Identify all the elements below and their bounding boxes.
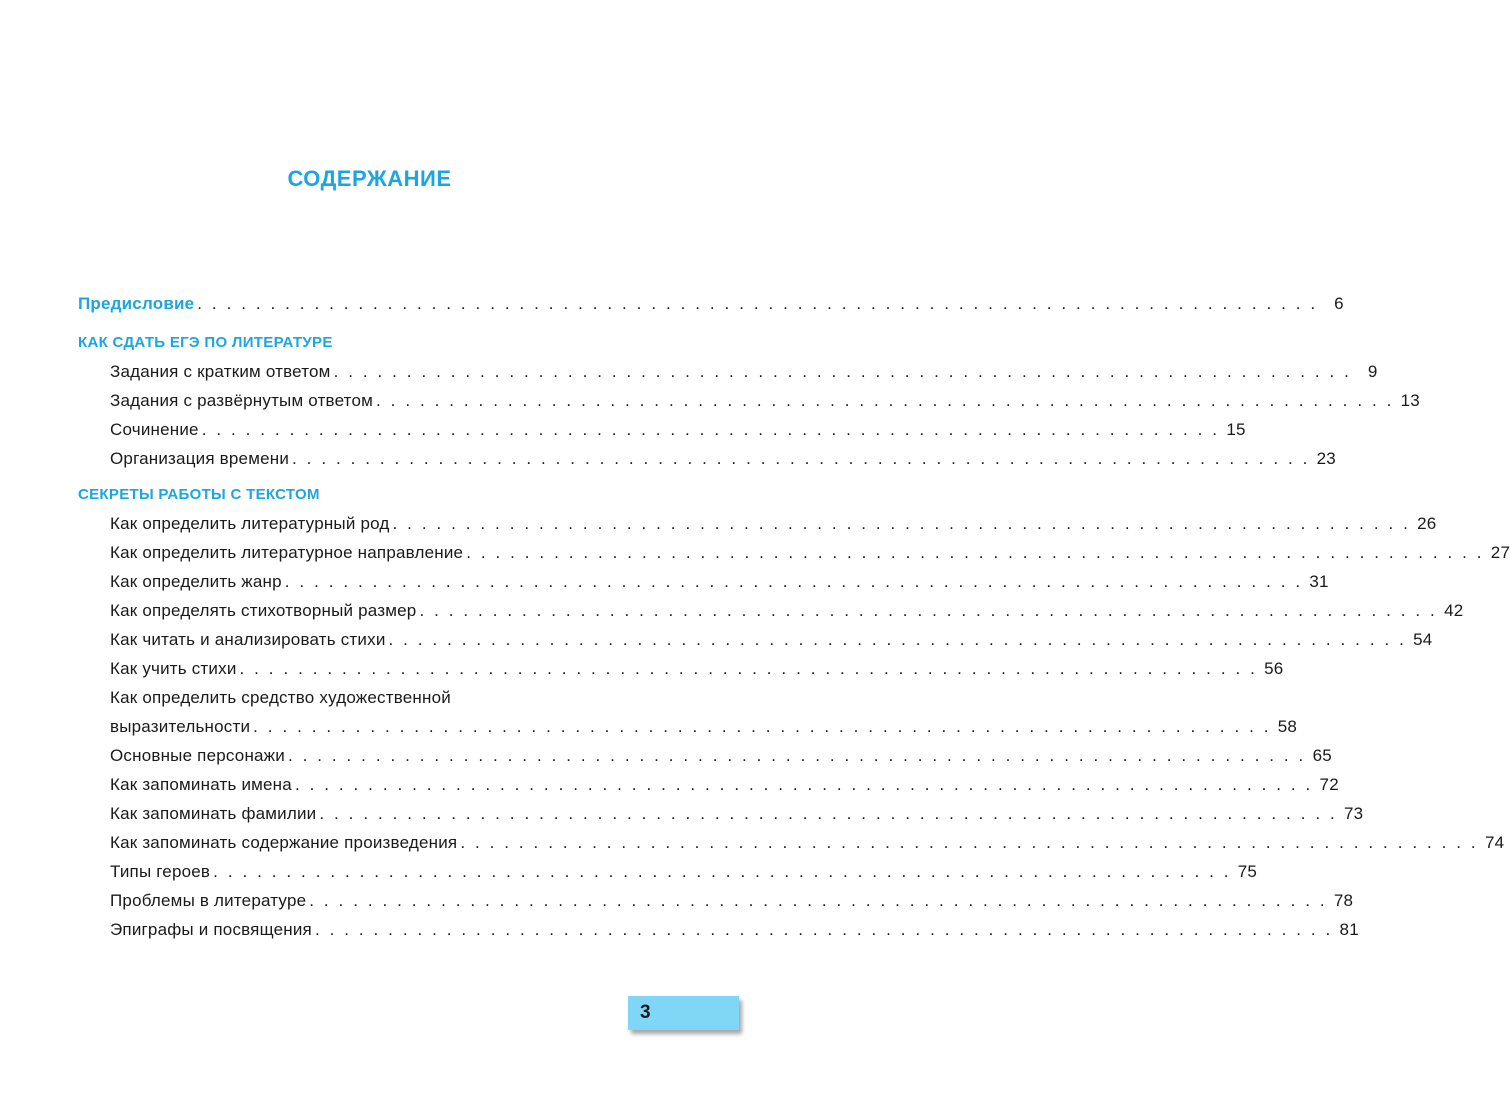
- toc-entry-label: выразительности: [110, 717, 251, 736]
- leader-dots: . . . . . . . . . . . . . . . . . . . . . . . . . . . . . . . . . . . . . . . . . . . . . . . . . . . . . . . . . . . . . . . . . . . . . .: [314, 920, 1333, 939]
- toc-entry-page: 6: [1334, 294, 1344, 313]
- page-title: СОДЕРЖАНИЕ: [287, 166, 452, 191]
- table-of-contents: [78, 289, 1510, 944]
- leader-dots: . . . . . . . . . . . . . . . . . . . . . . . . . . . . . . . . . . . . . . . . . . . . . . . . . . . . . . . . . . . . . . . . . . . . . .: [392, 514, 1411, 533]
- leader-dots: . . . . . . . . . . . . . . . . . . . . . . . . . . . . . . . . . . . . . . . . . . . . . . . . . . . . . . . . . . . . . . . . . . . . . .: [253, 717, 1272, 736]
- leader-dots: . . . . . . . . . . . . . . . . . . . . . . . . . . . . . . . . . . . . . . . . . . . . . . . . . . . . . . . . . . . . . . . . . . . . . .: [309, 891, 1328, 910]
- leader-dots: . . . . . . . . . . . . . . . . . . . . . . . . . . . . . . . . . . . . . . . . . . . . . . . . . . . . . . . . . . . . . . . . . . . . . .: [287, 746, 1306, 765]
- toc-entry[interactable]: [78, 741, 1332, 770]
- page-number: 3: [640, 1002, 651, 1023]
- leader-dots: . . . . . . . . . . . . . . . . . . . . . . . . . . . . . . . . . . . . . . . . . . . . . . . . . . . . . . . . . . . . . . . . . . . . . .: [201, 420, 1220, 439]
- toc-entry-page: 26: [1417, 514, 1437, 533]
- toc-entry-label: Основные персонажи: [110, 746, 285, 765]
- toc-entry-page: 23: [1316, 449, 1336, 468]
- toc-entry[interactable]: [78, 509, 1437, 538]
- toc-entry-label: Задания с развёрнутым ответом: [110, 391, 374, 410]
- toc-entry-page: 78: [1333, 891, 1354, 910]
- toc-entry-page: 74: [1484, 833, 1505, 852]
- leader-dots: . . . . . . . . . . . . . . . . . . . . . . . . . . . . . . . . . . . . . . . . . . . . . . . . . . . . . . . . . . . . . . . . . . . . . .: [213, 862, 1232, 881]
- toc-entry-label: Как определить жанр: [110, 572, 282, 591]
- toc-entry-label: Как определить средство художественной: [110, 688, 451, 707]
- toc-entry-label: Проблемы в литературе: [110, 891, 307, 910]
- leader-dots: . . . . . . . . . . . . . . . . . . . . . . . . . . . . . . . . . . . . . . . . . . . . . . . . . . . . . . . . . . . . . . . . . . . . . .: [466, 543, 1485, 562]
- toc-entry-page: 72: [1319, 775, 1339, 794]
- leader-dots: . . . . . . . . . . . . . . . . . . . . . . . . . . . . . . . . . . . . . . . . . . . . . . . . . . . . . . . . . . . . . . . . . . . . . .: [388, 630, 1407, 649]
- toc-entry-label: Как учить стихи: [110, 659, 237, 678]
- toc-entry-page: 73: [1344, 804, 1364, 823]
- leader-dots: . . . . . . . . . . . . . . . . . . . . . . . . . . . . . . . . . . . . . . . . . . . . . . . . . . . . . . . . . . . . . . . . . . . . . .: [284, 572, 1303, 591]
- toc-entry[interactable]: [78, 770, 1339, 799]
- toc-entry-page: 13: [1400, 391, 1420, 410]
- toc-entry-label: Эпиграфы и посвящения: [110, 920, 312, 939]
- toc-entry-page: 65: [1312, 746, 1332, 765]
- section-heading: КАК СДАТЬ ЕГЭ ПО ЛИТЕРАТУРЕ: [78, 334, 333, 351]
- leader-dots: . . . . . . . . . . . . . . . . . . . . . . . . . . . . . . . . . . . . . . . . . . . . . . . . . . . . . . . . . . . . . . . . . . . . . .: [376, 391, 1394, 410]
- toc-entry-page: 9: [1367, 362, 1378, 381]
- toc-entry-label: Предисловие: [78, 294, 195, 313]
- toc-entry[interactable]: [78, 654, 1284, 683]
- toc-entry-label: Как читать и анализировать стихи: [110, 630, 386, 649]
- toc-entry-label: Организация времени: [110, 449, 290, 468]
- toc-entry[interactable]: [78, 596, 1464, 625]
- leader-dots: . . . . . . . . . . . . . . . . . . . . . . . . . . . . . . . . . . . . . . . . . . . . . . . . . . . . . . . . . . . . . . . . . . . . . . . . . . . . .: [197, 294, 1318, 313]
- leader-dots: . . . . . . . . . . . . . . . . . . . . . . . . . . . . . . . . . . . . . . . . . . . . . . . . . . . . . . . . . . . . . . . . . . . . . .: [419, 601, 1438, 620]
- toc-entry-label: Типы героев: [110, 862, 211, 881]
- leader-dots: . . . . . . . . . . . . . . . . . . . . . . . . . . . . . . . . . . . . . . . . . . . . . . . . . . . . . . . . . . . . . . . . . . . . . .: [460, 833, 1479, 852]
- toc-entry-page: 81: [1339, 920, 1359, 939]
- toc-entry[interactable]: [78, 444, 1336, 473]
- section-heading: СЕКРЕТЫ РАБОТЫ С ТЕКСТОМ: [78, 486, 320, 503]
- leader-dots: . . . . . . . . . . . . . . . . . . . . . . . . . . . . . . . . . . . . . . . . . . . . . . . . . . . . . . . . . . . . . . . . . . . . . .: [333, 362, 1352, 381]
- toc-entry[interactable]: [78, 886, 1354, 915]
- toc-entry-page: 31: [1309, 572, 1329, 591]
- toc-entry-label: Как запоминать содержание произведения: [110, 833, 458, 852]
- toc-entry-page: 27: [1490, 543, 1510, 562]
- leader-dots: . . . . . . . . . . . . . . . . . . . . . . . . . . . . . . . . . . . . . . . . . . . . . . . . . . . . . . . . . . . . . . . . . . . . . .: [319, 804, 1338, 823]
- leader-dots: . . . . . . . . . . . . . . . . . . . . . . . . . . . . . . . . . . . . . . . . . . . . . . . . . . . . . . . . . . . . . . . . . . . . . .: [292, 449, 1310, 468]
- toc-entry-label: Как определять стихотворный размер: [110, 601, 417, 620]
- toc-entry-label: Сочинение: [110, 420, 199, 439]
- toc-entry[interactable]: [78, 915, 1359, 944]
- toc-entry-label: Как запоминать фамилии: [110, 804, 317, 823]
- toc-entry-page: 56: [1264, 659, 1284, 678]
- toc-entry[interactable]: [78, 799, 1364, 828]
- leader-dots: . . . . . . . . . . . . . . . . . . . . . . . . . . . . . . . . . . . . . . . . . . . . . . . . . . . . . . . . . . . . . . . . . . . . . .: [294, 775, 1313, 794]
- toc-entry[interactable]: [78, 828, 1505, 857]
- toc-entry[interactable]: [78, 567, 1329, 596]
- toc-entry-preface[interactable]: [78, 289, 1344, 318]
- toc-entry[interactable]: [78, 415, 1246, 444]
- toc-entry[interactable]: [78, 357, 1378, 386]
- leader-dots: . . . . . . . . . . . . . . . . . . . . . . . . . . . . . . . . . . . . . . . . . . . . . . . . . . . . . . . . . . . . . . . . . . . . . .: [239, 659, 1258, 678]
- toc-entry-line1[interactable]: [78, 683, 620, 712]
- toc-entry-page: 58: [1277, 717, 1298, 736]
- toc-entry[interactable]: [78, 625, 1433, 654]
- page-number-tab: [628, 996, 739, 1030]
- toc-entry[interactable]: [78, 386, 1420, 415]
- toc-entry[interactable]: [78, 712, 1298, 741]
- toc-entry-page: 42: [1444, 601, 1464, 620]
- toc-entry[interactable]: [78, 538, 1510, 567]
- toc-entry-page: 15: [1226, 420, 1246, 439]
- toc-entry-page: 54: [1413, 630, 1433, 649]
- toc-entry-label: Задания с кратким ответом: [110, 362, 331, 381]
- toc-entry-label: Как определить литературное направление: [110, 543, 464, 562]
- toc-entry[interactable]: [78, 857, 1258, 886]
- toc-entry-label: Как определить литературный род: [110, 514, 390, 533]
- toc-entry-label: Как запоминать имена: [110, 775, 292, 794]
- toc-entry-page: 75: [1237, 862, 1258, 881]
